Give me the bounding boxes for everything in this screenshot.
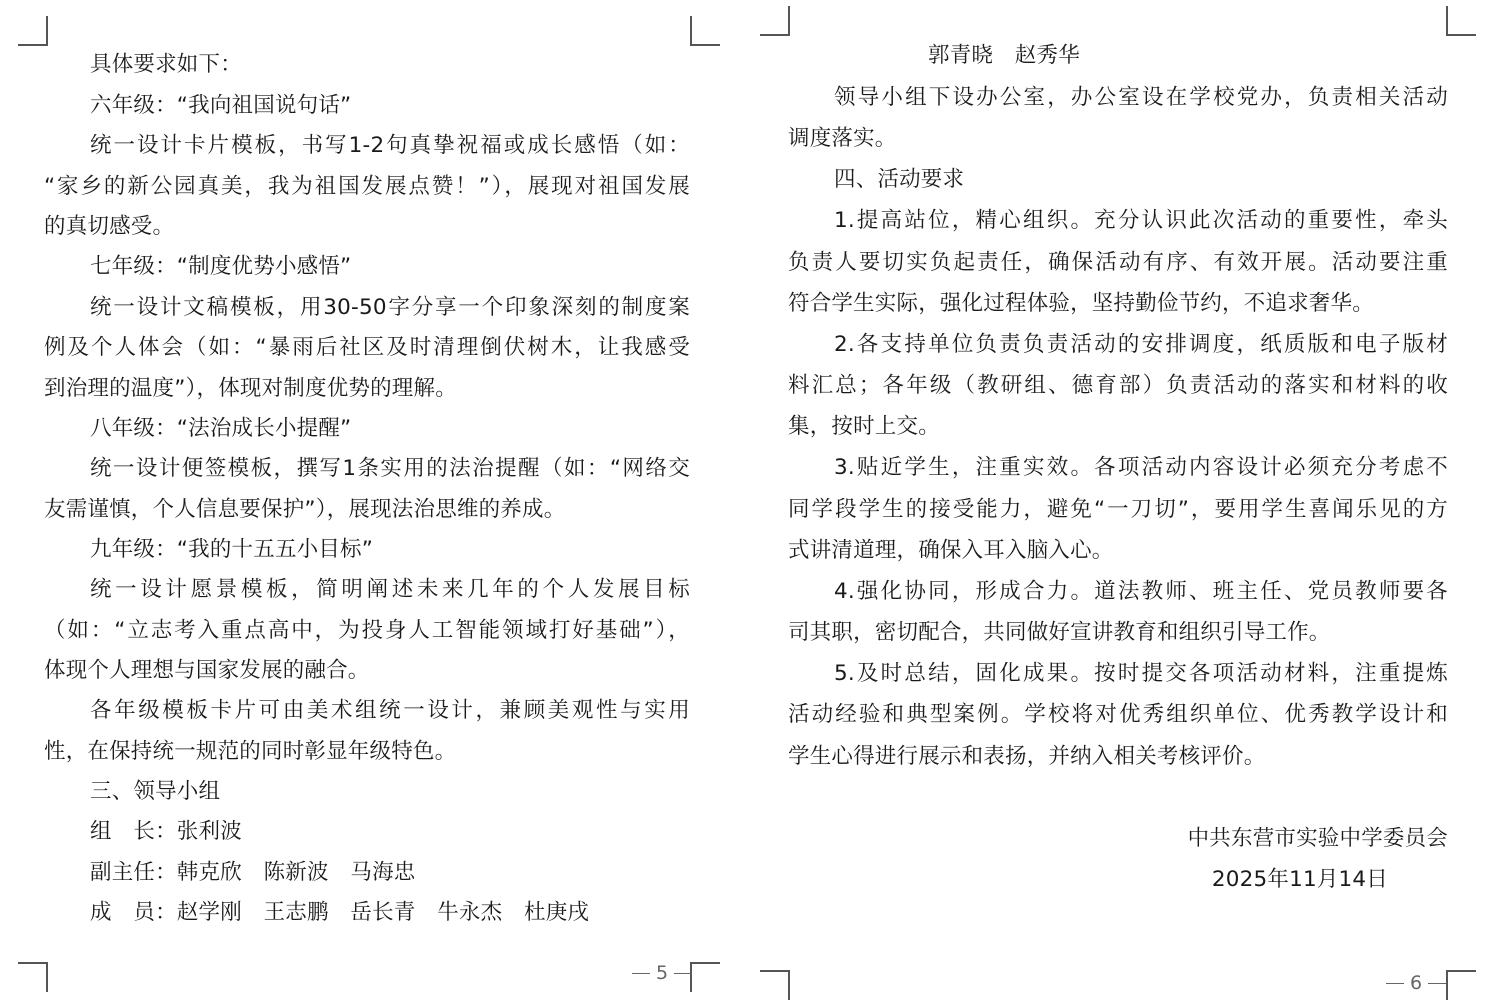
text-line: 负责人要切实负起责任，确保活动有序、有效开展。活动要注重 (788, 250, 1448, 275)
crop-mark-bottom-left (18, 962, 48, 992)
text-line: 统一设计愿景模板，简明阐述未来几年的个人发展目标 (90, 577, 690, 602)
text-line: 统一设计便签模板，撰写1条实用的法治提醒（如：“网络交 (90, 456, 690, 481)
text-line: 5.及时总结，固化成果。按时提交各项活动材料，注重提炼 (834, 661, 1448, 686)
text-line: 领导小组下设办公室，办公室设在学校党办，负责相关活动 (834, 85, 1448, 110)
crop-mark-top-left (18, 16, 48, 46)
text-line: 友需谨慎，个人信息要保护”），展现法治思维的养成。 (44, 497, 566, 522)
signature-date: 2025年11月14日 (1211, 867, 1388, 892)
text-line: 3.贴近学生，注重实效。各项活动内容设计必须充分考虑不 (834, 455, 1448, 480)
text-line: 1.提高站位，精心组织。充分认识此次活动的重要性，牵头 (834, 208, 1448, 233)
text-line: 统一设计文稿模板，用30-50字分享一个印象深刻的制度案 (90, 295, 690, 320)
document-page-6 (750, 0, 1500, 1000)
text-line: 各年级模板卡片可由美术组统一设计，兼顾美观性与实用 (90, 698, 690, 723)
page-number: 6 (1386, 972, 1446, 994)
text-line: 同学段学生的接受能力，避免“一刀切”，要用学生喜闻乐见的方 (788, 497, 1448, 522)
text-line: 到治理的温度”），体现对制度优势的理解。 (44, 376, 457, 401)
text-line: 符合学生实际，强化过程体验，坚持勤俭节约，不追求奢华。 (788, 291, 1374, 316)
text-line: 学生心得进行展示和表扬，并纳入相关考核评价。 (788, 744, 1266, 769)
section-heading: 三、领导小组 (90, 779, 221, 804)
text-line: 4.强化协同，形成合力。道法教师、班主任、党员教师要各 (834, 579, 1448, 604)
text-line: 式讲清道理，确保入耳入脑入心。 (788, 538, 1114, 563)
crop-mark-bottom-right (690, 962, 720, 992)
section-heading: 四、活动要求 (834, 167, 965, 192)
section-heading: 九年级：“我的十五五小目标” (90, 537, 374, 562)
text-line: 体现个人理想与国家发展的融合。 (44, 658, 370, 683)
section-heading: 八年级：“法治成长小提醒” (90, 416, 352, 441)
deputy-line: 副主任：韩克欣 陈新波 马海忠 (90, 860, 416, 885)
text-line: （如：“立志考入重点高中，为投身人工智能领域打好基础”）， (44, 618, 690, 643)
text-line: 统一设计卡片模板，书写1-2句真挚祝福或成长感悟（如： (90, 133, 690, 158)
crop-mark-top-left (760, 6, 790, 36)
crop-mark-top-right (690, 16, 720, 46)
text-line: 具体要求如下： (90, 52, 242, 77)
section-heading: 七年级：“制度优势小感悟” (90, 254, 352, 279)
members-continued-line: 郭青晓 赵秀华 (928, 43, 1080, 68)
leader-line: 组 长：张利波 (90, 819, 242, 844)
page-number: 5 (632, 962, 692, 984)
section-heading: 六年级：“我向祖国说句话” (90, 93, 352, 118)
members-line: 成 员：赵学刚 王志鹏 岳长青 牛永杰 杜庚戌 (90, 900, 590, 925)
text-line: 的真切感受。 (44, 214, 175, 239)
text-line: 集，按时上交。 (788, 414, 940, 439)
text-line: 性，在保持统一规范的同时彰显年级特色。 (44, 739, 457, 764)
signature-organization: 中共东营市实验中学委员会 (1187, 826, 1448, 851)
text-line: 调度落实。 (788, 126, 897, 151)
text-line: 例及个人体会（如：“暴雨后社区及时清理倒伏树木，让我感受 (44, 335, 690, 360)
text-line: “家乡的新公园真美，我为祖国发展点赞！”），展现对祖国发展 (44, 174, 690, 199)
crop-mark-bottom-right (1446, 970, 1476, 1000)
text-line: 料汇总；各年级（教研组、德育部）负责活动的落实和材料的收 (788, 373, 1448, 398)
text-line: 活动经验和典型案例。学校将对优秀组织单位、优秀教学设计和 (788, 702, 1448, 727)
text-line: 司其职，密切配合，共同做好宣讲教育和组织引导工作。 (788, 620, 1331, 645)
text-line: 2.各支持单位负责负责活动的安排调度，纸质版和电子版材 (834, 332, 1448, 357)
crop-mark-top-right (1446, 6, 1476, 36)
crop-mark-bottom-left (760, 970, 790, 1000)
